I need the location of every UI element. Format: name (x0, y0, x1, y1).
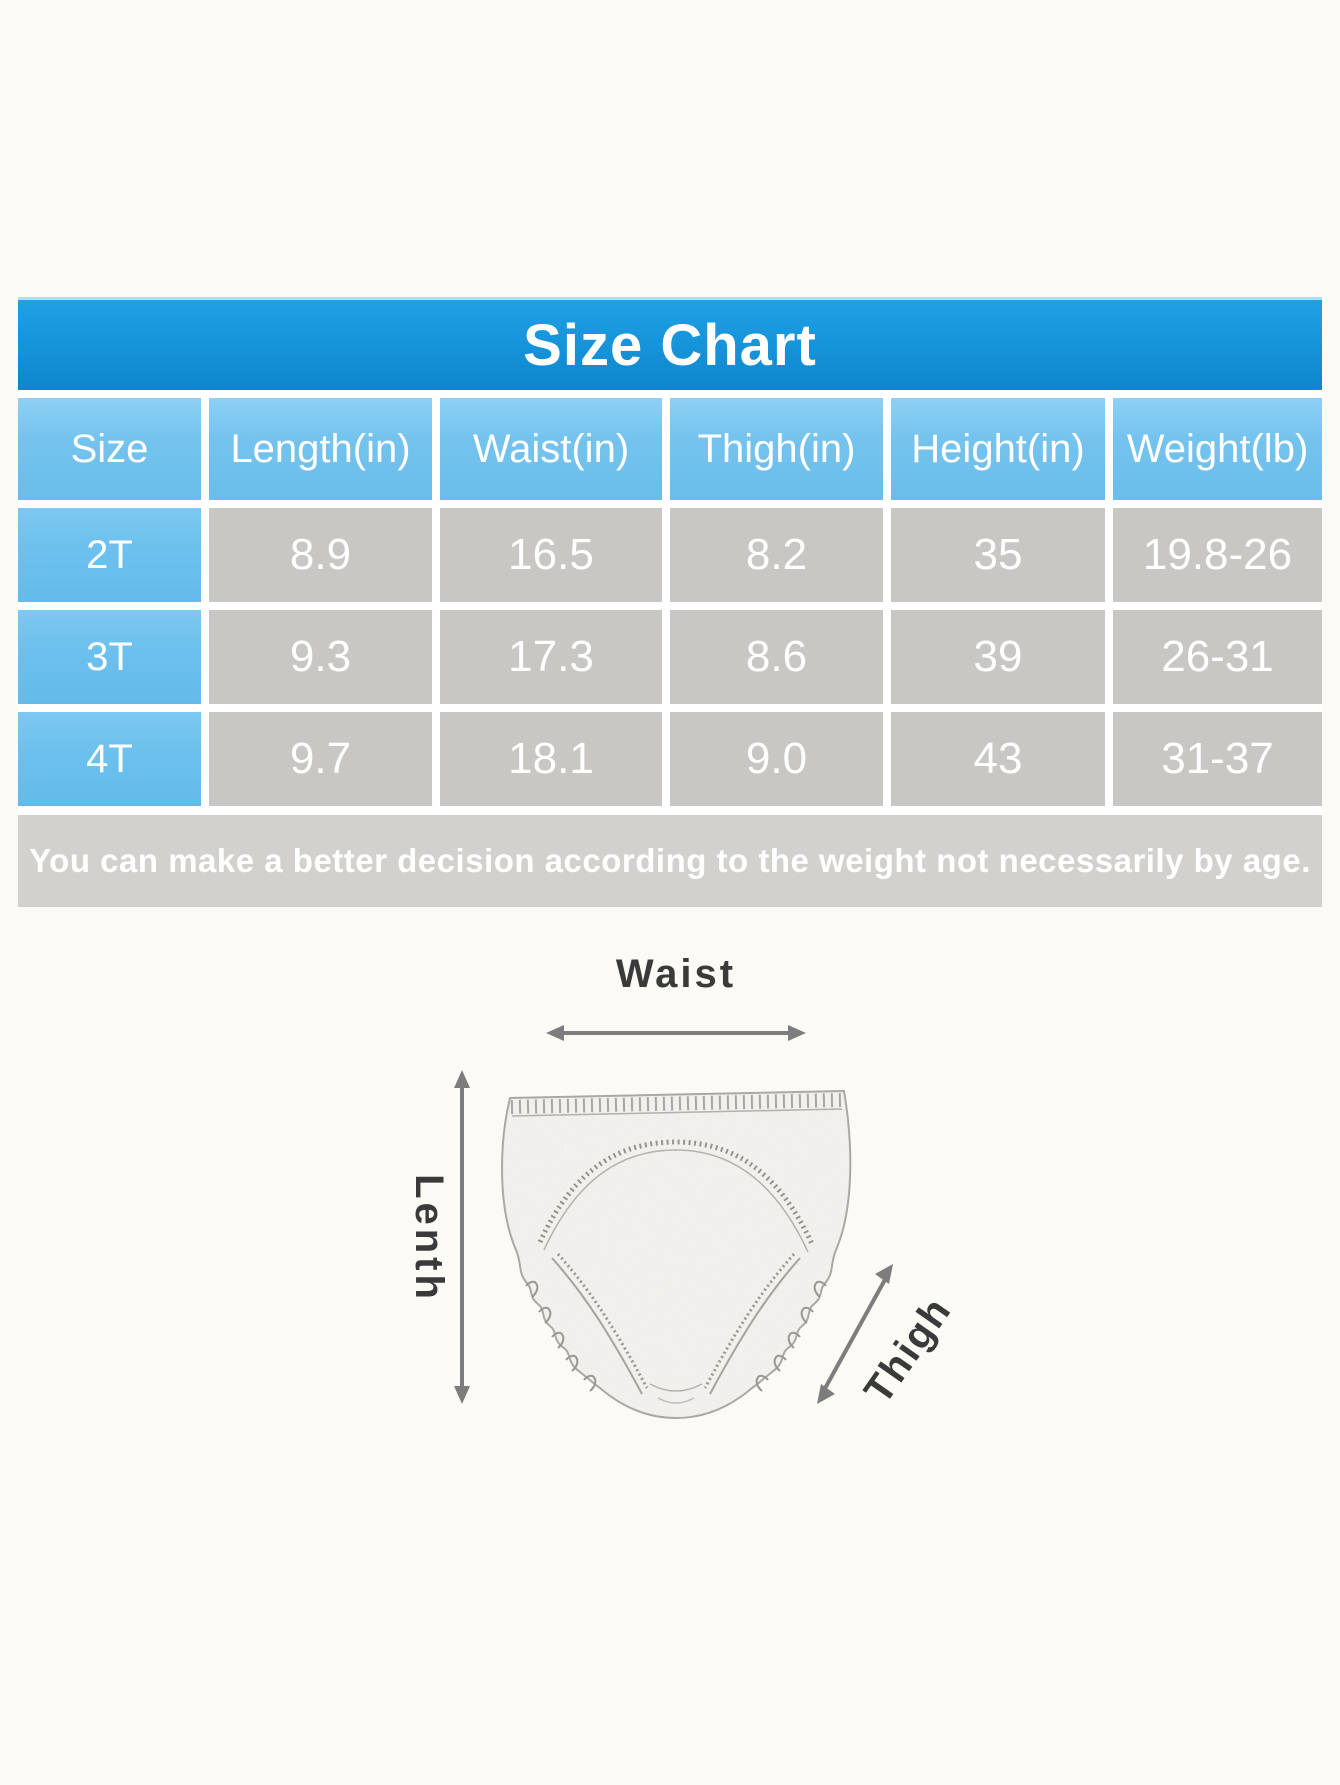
header-thigh: Thigh(in) (670, 398, 883, 500)
cell-4t-thigh: 9.0 (670, 712, 883, 806)
waist-measure-label: Waist (615, 952, 737, 996)
cell-4t-length: 9.7 (209, 712, 432, 806)
size-chart-title: Size Chart (18, 297, 1322, 390)
cell-2t-size: 2T (18, 508, 201, 602)
size-chart-note: You can make a better decision according to the weight not necessarily by age. (18, 815, 1322, 907)
header-waist: Waist(in) (440, 398, 662, 500)
cell-2t-height: 35 (891, 508, 1105, 602)
header-height: Height(in) (891, 398, 1105, 500)
length-measure-label: Lenth (406, 1173, 451, 1303)
cell-3t-thigh: 8.6 (670, 610, 883, 704)
cell-3t-weight: 26-31 (1113, 610, 1322, 704)
cell-2t-waist: 16.5 (440, 508, 662, 602)
waist-arrow-icon (544, 1020, 808, 1046)
header-length: Length(in) (209, 398, 432, 500)
length-measure-label-box (388, 1118, 468, 1358)
cell-4t-waist: 18.1 (440, 712, 662, 806)
cell-2t-weight: 19.8-26 (1113, 508, 1322, 602)
cell-4t-weight: 31-37 (1113, 712, 1322, 806)
thigh-measure-label: Thigh (855, 1288, 960, 1412)
thigh-measure-label-box (855, 1288, 960, 1412)
size-chart-table (18, 297, 1322, 907)
underwear-diagram (500, 1082, 852, 1422)
cell-3t-waist: 17.3 (440, 610, 662, 704)
header-weight: Weight(lb) (1113, 398, 1322, 500)
cell-2t-length: 8.9 (209, 508, 432, 602)
cell-3t-length: 9.3 (209, 610, 432, 704)
cell-3t-size: 3T (18, 610, 201, 704)
size-chart-grid (18, 398, 1322, 806)
header-size: Size (18, 398, 201, 500)
cell-3t-height: 39 (891, 610, 1105, 704)
cell-4t-size: 4T (18, 712, 201, 806)
cell-2t-thigh: 8.2 (670, 508, 883, 602)
cell-4t-height: 43 (891, 712, 1105, 806)
